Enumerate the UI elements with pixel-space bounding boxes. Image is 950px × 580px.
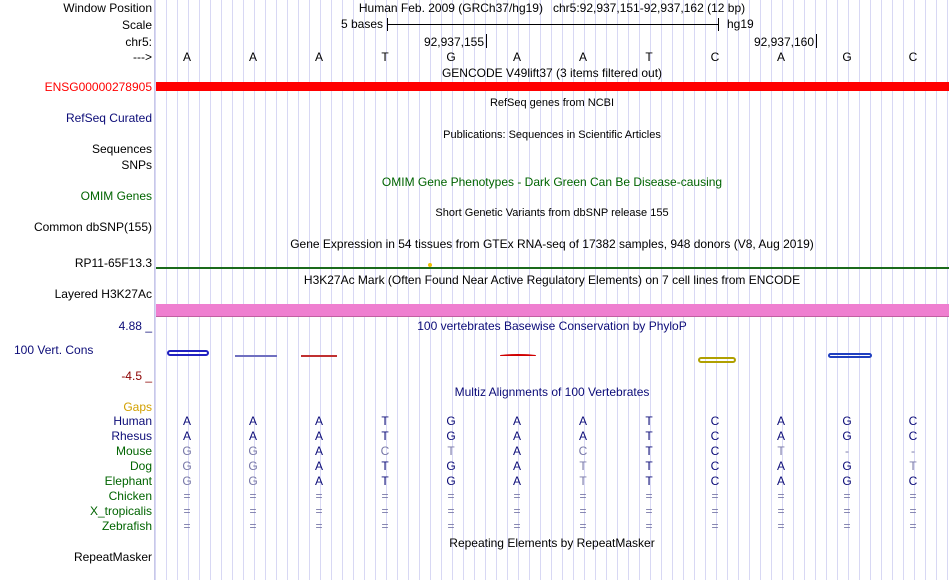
gtex-gene-feature[interactable] <box>156 267 949 269</box>
species-label[interactable]: Zebrafish <box>101 519 152 533</box>
alignment-base: G <box>446 429 456 443</box>
alignment-base: = <box>447 489 455 503</box>
alignment-base: = <box>447 504 455 518</box>
alignment-base: = <box>843 504 851 518</box>
gencode-gene-label[interactable]: ENSG00000278905 <box>44 80 152 94</box>
alignment-base: = <box>645 504 653 518</box>
coord-tick-1 <box>486 34 487 48</box>
alignment-base: G <box>446 459 456 473</box>
alignment-base: A <box>776 459 785 473</box>
alignment-base: T <box>645 429 653 443</box>
snps-track-label[interactable]: SNPs <box>121 158 152 172</box>
alignment-base: - <box>845 444 849 458</box>
alignment-base: = <box>909 504 917 518</box>
species-label[interactable]: Elephant <box>104 474 152 488</box>
scale-left-text: 5 bases <box>340 17 383 31</box>
alignment-base: T <box>645 459 653 473</box>
strand-label: ---> <box>133 50 152 64</box>
reference-base: C <box>710 50 720 64</box>
h3k27ac-track-label[interactable]: Layered H3K27Ac <box>54 287 152 301</box>
alignment-base: C <box>908 474 918 488</box>
alignment-base: = <box>381 504 389 518</box>
alignment-base: G <box>182 459 192 473</box>
alignment-base: A <box>314 444 323 458</box>
alignment-base: A <box>314 474 323 488</box>
alignment-base: T <box>579 474 587 488</box>
alignment-base: = <box>381 519 389 533</box>
alignment-base: G <box>248 474 258 488</box>
alignment-base: = <box>183 489 191 503</box>
conservation-track-title: 100 vertebrates Basewise Conservation by PhyloP <box>417 319 687 333</box>
alignment-base: C <box>578 444 588 458</box>
alignment-base: A <box>512 414 521 428</box>
alignment-base: T <box>381 474 389 488</box>
reference-base: C <box>908 50 918 64</box>
refseq-track-label[interactable]: RefSeq Curated <box>65 111 152 125</box>
alignment-base: = <box>315 519 323 533</box>
cons-mark <box>235 355 277 357</box>
alignment-base: = <box>315 489 323 503</box>
reference-base: A <box>314 50 323 64</box>
alignment-base: A <box>578 414 587 428</box>
alignment-base: - <box>911 444 915 458</box>
reference-base: G <box>446 50 456 64</box>
alignment-base: G <box>446 474 456 488</box>
alignment-base: A <box>776 474 785 488</box>
species-label[interactable]: Mouse <box>115 444 152 458</box>
alignment-base: = <box>447 519 455 533</box>
scale-assembly: hg19 <box>727 17 754 31</box>
alignment-base: C <box>710 429 720 443</box>
alignment-base: G <box>182 474 192 488</box>
multiz-track-title: Multiz Alignments of 100 Vertebrates <box>454 385 650 399</box>
omim-track-label[interactable]: OMIM Genes <box>80 189 152 203</box>
reference-base: T <box>381 50 389 64</box>
alignment-base: T <box>645 474 653 488</box>
alignment-base: C <box>710 459 720 473</box>
alignment-base: = <box>381 489 389 503</box>
alignment-base: T <box>645 444 653 458</box>
cons-mark <box>301 355 337 357</box>
alignment-base: C <box>380 444 390 458</box>
window-position-value[interactable]: Human Feb. 2009 (GRCh37/hg19) chr5:92,937,151-92,937,162 (12 bp) <box>358 1 746 15</box>
dbsnp-track-label[interactable]: Common dbSNP(155) <box>33 220 152 234</box>
species-label[interactable]: X_tropicalis <box>89 504 152 518</box>
sequences-track-label[interactable]: Sequences <box>91 142 152 156</box>
alignment-base: T <box>447 444 455 458</box>
dbsnp-track-title: Short Genetic Variants from dbSNP release 155 <box>435 207 669 219</box>
alignment-base: T <box>381 414 389 428</box>
gtex-track-title: Gene Expression in 54 tissues from GTEx RNA-seq of 17382 samples, 948 donors (V8, Aug 2019) <box>290 237 814 251</box>
refseq-track-title: RefSeq genes from NCBI <box>489 97 615 109</box>
alignment-base: = <box>513 519 521 533</box>
publications-track-title: Publications: Sequences in Scientific Articles <box>443 129 661 141</box>
alignment-base: = <box>513 504 521 518</box>
species-label[interactable]: Dog <box>129 459 152 473</box>
alignment-base: A <box>512 474 521 488</box>
scale-bar-right-tick <box>718 18 719 31</box>
cons-mark <box>828 353 872 358</box>
alignment-base: = <box>711 489 719 503</box>
gaps-label: Gaps <box>123 400 152 414</box>
alignment-base: T <box>909 459 917 473</box>
repeatmasker-track-title: Repeating Elements by RepeatMasker <box>449 536 655 550</box>
alignment-base: G <box>842 474 852 488</box>
species-label[interactable]: Human <box>113 414 152 428</box>
scale-bar <box>387 24 718 25</box>
alignment-base: A <box>512 459 521 473</box>
reference-base: G <box>842 50 852 64</box>
alignment-base: A <box>578 429 587 443</box>
coord-label-1: 92,937,155 <box>423 35 484 49</box>
gencode-track-title: GENCODE V49lift37 (3 items filtered out) <box>441 66 663 80</box>
alignment-base: A <box>314 459 323 473</box>
alignment-base: A <box>314 414 323 428</box>
alignment-base: G <box>248 444 258 458</box>
alignment-base: C <box>908 429 918 443</box>
alignment-base: = <box>183 504 191 518</box>
alignment-base: = <box>711 504 719 518</box>
alignment-base: T <box>381 429 389 443</box>
gencode-gene-feature[interactable] <box>156 82 949 91</box>
alignment-base: T <box>645 414 653 428</box>
reference-base: A <box>512 50 521 64</box>
alignment-base: = <box>315 504 323 518</box>
alignment-base: A <box>248 429 257 443</box>
reference-base: A <box>248 50 257 64</box>
alignment-base: = <box>843 519 851 533</box>
label-separator <box>154 0 155 580</box>
alignment-base: G <box>842 429 852 443</box>
species-label[interactable]: Chicken <box>108 489 152 503</box>
species-label[interactable]: Rhesus <box>111 429 152 443</box>
alignment-base: = <box>579 504 587 518</box>
repeatmasker-track-label[interactable]: RepeatMasker <box>73 550 152 564</box>
alignment-base: = <box>513 489 521 503</box>
reference-base: A <box>578 50 587 64</box>
alignment-base: T <box>381 459 389 473</box>
reference-base: A <box>182 50 191 64</box>
alignment-base: G <box>446 414 456 428</box>
alignment-base: = <box>579 489 587 503</box>
alignment-base: A <box>512 444 521 458</box>
h3k27ac-signal[interactable] <box>156 304 949 316</box>
alignment-base: G <box>248 459 258 473</box>
alignment-base: A <box>182 429 191 443</box>
alignment-base: = <box>777 504 785 518</box>
alignment-base: A <box>314 429 323 443</box>
alignment-base: = <box>843 489 851 503</box>
alignment-base: G <box>182 444 192 458</box>
alignment-base: A <box>512 429 521 443</box>
h3k27ac-track-title: H3K27Ac Mark (Often Found Near Active Regulatory Elements) on 7 cell lines from ENCODE <box>303 273 801 287</box>
alignment-base: = <box>909 489 917 503</box>
alignment-base: = <box>249 504 257 518</box>
alignment-base: = <box>711 519 719 533</box>
coord-tick-2 <box>816 34 817 48</box>
alignment-base: A <box>776 429 785 443</box>
alignment-base: = <box>777 489 785 503</box>
alignment-base: A <box>248 414 257 428</box>
omim-track-title: OMIM Gene Phenotypes - Dark Green Can Be Disease-causing <box>381 175 723 189</box>
conservation-track-label[interactable]: 100 Vert. Cons <box>14 343 94 357</box>
alignment-base: A <box>182 414 191 428</box>
alignment-base: = <box>579 519 587 533</box>
cons-mark <box>698 357 736 363</box>
alignment-base: = <box>777 519 785 533</box>
conservation-axis-min: -4.5 _ <box>121 369 152 383</box>
reference-base: A <box>776 50 785 64</box>
cons-mark <box>167 350 209 356</box>
coord-label-2: 92,937,160 <box>753 35 814 49</box>
gtex-gene-label[interactable]: RP11-65F13.3 <box>74 256 152 270</box>
alignment-base: C <box>710 444 720 458</box>
scale-bar-left-tick <box>387 18 388 31</box>
alignment-base: C <box>710 414 720 428</box>
alignment-base: A <box>776 414 785 428</box>
alignment-base: = <box>249 519 257 533</box>
alignment-base: = <box>183 519 191 533</box>
alignment-base: T <box>777 444 785 458</box>
alignment-base: C <box>908 414 918 428</box>
window-position-label: Window Position <box>63 1 152 15</box>
h3k27ac-baseline <box>156 316 949 317</box>
reference-base: T <box>645 50 653 64</box>
alignment-base: T <box>579 459 587 473</box>
cons-mark <box>500 354 536 357</box>
alignment-base: C <box>710 474 720 488</box>
alignment-base: = <box>909 519 917 533</box>
alignment-base: = <box>645 489 653 503</box>
scale-label: Scale <box>121 18 152 32</box>
conservation-axis-max: 4.88 _ <box>118 319 152 333</box>
alignment-base: = <box>645 519 653 533</box>
alignment-base: = <box>249 489 257 503</box>
chrom-label: chr5: <box>125 35 152 49</box>
alignment-base: G <box>842 459 852 473</box>
alignment-base: G <box>842 414 852 428</box>
